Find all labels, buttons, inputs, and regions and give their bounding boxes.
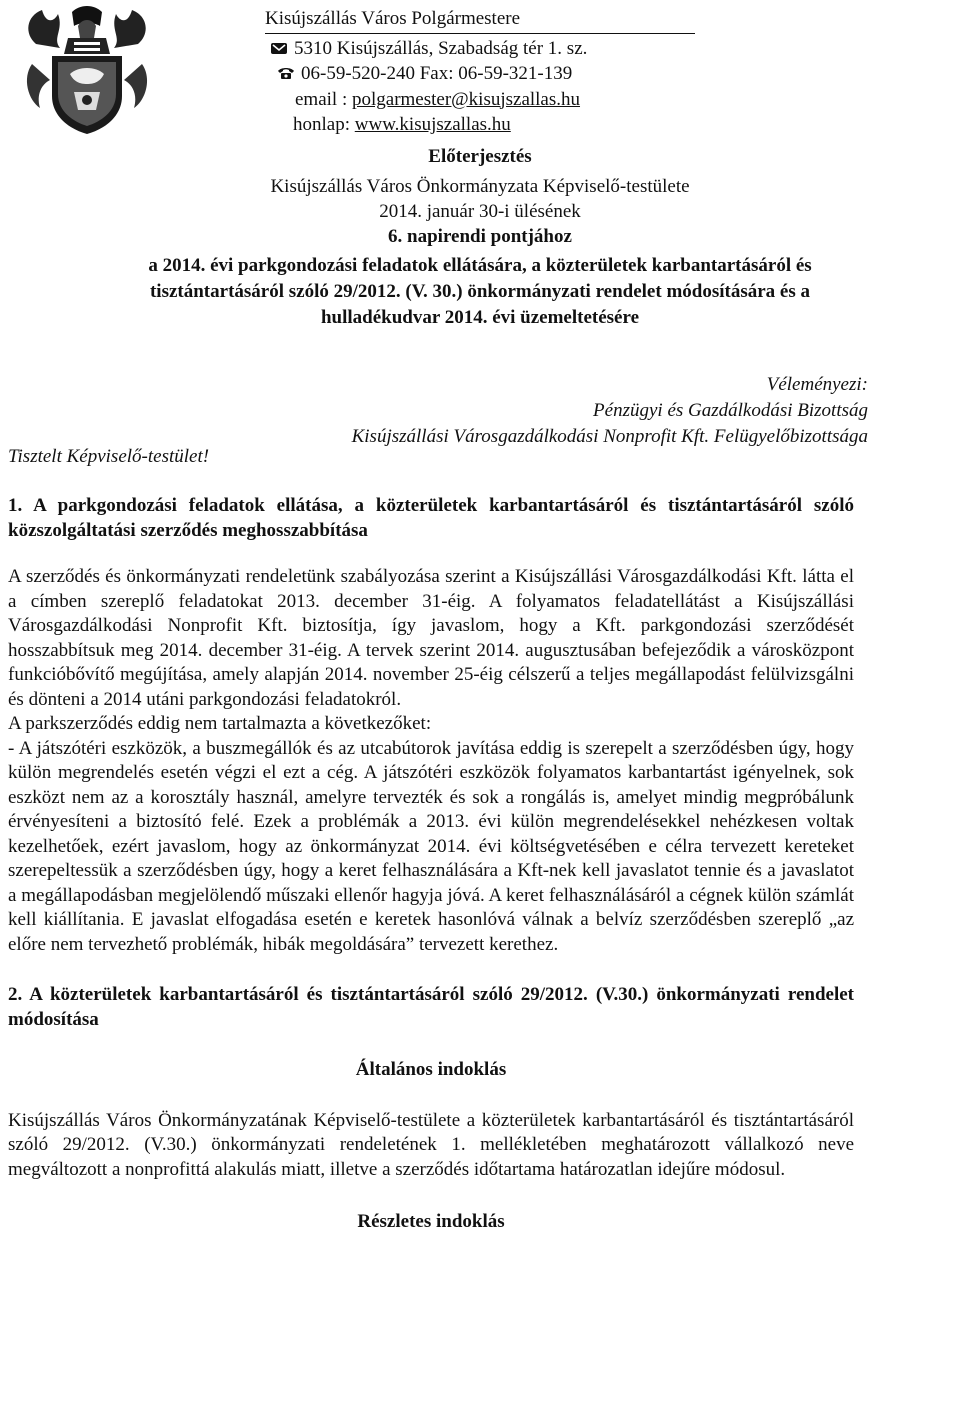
website-link[interactable]: www.kisujszallas.hu: [354, 114, 511, 135]
general-justification-title: Általános indoklás: [355, 1059, 507, 1080]
detailed-justification-title: Részletes indoklás: [357, 1211, 505, 1232]
spacer: [8, 957, 854, 983]
letterhead-web-label: honlap:: [293, 114, 355, 135]
section-1-heading: 1. A parkgondozási feladatok ellátása, a közterületek karbantartásáról és tisztántartásáról szóló közszolgáltatási szerződés meghosszabbítása: [8, 495, 854, 541]
document-body-text: [8, 494, 854, 1235]
general-justification-text: Kisújszállás Város Önkormányzatának Képviselő-testülete a közterületek karbantartásáról és tisztántartásáról szóló 29/2012. (V.30.) önkormányzati rendeletének 1. mellékletében meghatározott vállalkozó neve megváltozott a nonprofittá alakulás miatt, illetve a szerződés időtartama határozatlan idejűre módosul.: [8, 1109, 854, 1180]
subject-line-1: a 2014. évi parkgondozási feladatok ellátására, a közterületek karbantartásáról és: [148, 255, 812, 276]
section-1-paragraph-1: A szerződés és önkormányzati rendeletünk szabályozása szerint a Kisújszállási Városgazdálkodási Kft. látta el a címben szereplő feladatokat 2013. december 31-éig. A folyamatos feladatellátást a Kisújszállási Városgazdálkodási Nonprofit Kft. biztosítja, így javaslom, hogy a Kft. parkgondozási szerződését hosszabbítsuk meg 2014. december 31-éig. A tervek szerint 2014. augusztusában befejeződik a városközpont funkcióbővítő megújítása, amely alapján 2014. november 25-éig célszerű a teljes megállapodást felülvizsgálni és dönteni a 2014 utáni parkgondozási feladatokról.: [8, 566, 854, 710]
document-kind: Előterjesztés: [428, 146, 532, 167]
meeting-date: 2014. január 30-i ülésének: [379, 201, 581, 222]
agenda-item: 6. napirendi pontjához: [388, 226, 572, 247]
letterhead: [265, 6, 695, 138]
section-1-paragraph-3: - A játszótéri eszközök, a buszmegállók és az utcabútorok javítása eddig is szerepelt a szerződésben úgy, hogy külön megrendelés esetén végzi el ezt a cég. A játszótéri eszközök folyamatos karbantartást igényelnek, sok eszközt nem az a korosztály használ, amelyre tervezték és sok a rongálás is, amelyet mindig megpróbálunk érvényesíteni a biztosító felé. Ezek a problémák a 2013. évi külön megrendelésekkel nehézkesen voltak kezelhetőek, ezért javaslom, hogy az önkormányzat 2014. évi költségvetésében e célra tervezett kereteket szerepeltessük a szerződésben úgy, hogy a keret felhasználására a Kft-nek kell javaslatot tennie és a javaslatot a megállapodásban megjelölendő műszaki ellenőr hagyja jóvá. A keret felhasználásáról a cégnek külön számlát kell kiállítania. E javaslat elfogadása esetén e keretek hasonlóvá válnak a belvíz szerződésben szereplő „az előre nem tervezhető problémák, hibák megoldására” tervezett kerethez.: [8, 737, 854, 955]
spacer: [8, 1182, 854, 1210]
letterhead-org: Kisújszállás Város Polgármestere: [265, 6, 695, 34]
subject-line-2: tisztántartásáról szóló 29/2012. (V. 30.) önkormányzati rendelet módosítására és a: [149, 281, 810, 302]
opinion-block: [352, 372, 868, 450]
letterhead-phone-line: [265, 61, 695, 87]
letterhead-web-line: [265, 112, 695, 138]
subject: [40, 253, 920, 331]
city-coat-of-arms-logo: [22, 4, 152, 136]
opinion-board: Kisújszállási Városgazdálkodási Nonprofit Kft. Felügyelőbizottsága: [351, 426, 868, 447]
section-2-heading: 2. A közterületek karbantartásáról és tisztántartásáról szóló 29/2012. (V.30.) önkormányzati rendelet módosítása: [8, 984, 854, 1030]
letterhead-phone: 06-59-520-240 Fax: 06-59-321-139: [301, 63, 573, 84]
envelope-icon: [270, 41, 288, 55]
document-body: Kisújszállás Város Önkormányzata Képviselő-testülete: [270, 176, 690, 197]
opinion-committee: Pénzügyi és Gazdálkodási Bizottság: [593, 400, 868, 421]
letterhead-email-label: email :: [295, 88, 352, 110]
email-link[interactable]: polgarmester@kisujszallas.hu: [351, 88, 581, 110]
section-1-paragraph-2: A parkszerződés eddig nem tartalmazta a következőket:: [8, 713, 432, 734]
title-block: [0, 144, 960, 331]
letterhead-email-line: [265, 87, 695, 113]
letterhead-address-line: [265, 36, 695, 62]
opinion-label: Véleményezi:: [766, 374, 868, 395]
telephone-icon: [277, 66, 295, 80]
subject-line-3: hulladékudvar 2014. évi üzemeltetésére: [320, 307, 640, 328]
letterhead-address: 5310 Kisújszállás, Szabadság tér 1. sz.: [294, 37, 588, 59]
salutation: Tisztelt Képviselő-testület!: [8, 446, 210, 467]
